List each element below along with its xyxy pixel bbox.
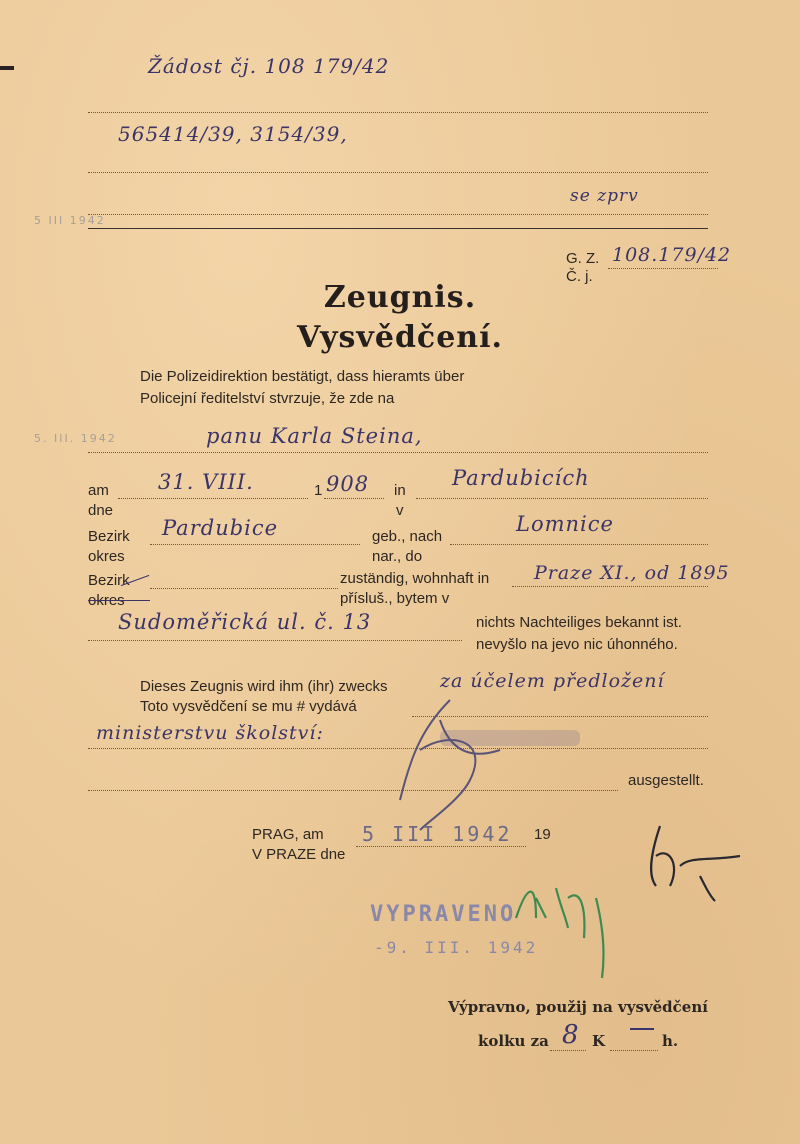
birth-year: 908	[326, 472, 370, 496]
label-v: v	[396, 502, 404, 519]
label-bezirk-2: Bezirk	[88, 572, 130, 589]
prague-date-german: PRAG, am	[252, 826, 324, 843]
dispatched-date: -9. III. 1942	[374, 938, 539, 957]
scribble-signature	[380, 690, 510, 840]
issued-label: ausgestellt.	[628, 772, 704, 789]
edge-mark	[0, 66, 14, 70]
title-czech: Vysvědčení.	[297, 320, 503, 355]
dispatched-stamp: VYPRAVENO	[370, 902, 517, 927]
century-label: 19	[534, 826, 551, 843]
header-line-3	[88, 214, 708, 215]
request-reference: Žádost čj. 108 179/42	[148, 54, 390, 78]
label-in: in	[394, 482, 406, 499]
nothing-german: nichts Nachteiliges bekannt ist.	[476, 614, 682, 631]
handwritten-note: se zprv	[570, 186, 639, 206]
birth-date-line	[118, 498, 308, 499]
fee-amount: 8	[562, 1020, 580, 1050]
faint-intro-stamp: 5. III. 1942	[34, 432, 117, 445]
label-prislus: přísluš., bytem v	[340, 590, 450, 607]
street-address: Sudoměřická ul. č. 13	[118, 610, 372, 634]
year-prefix: 1	[314, 482, 323, 499]
nothing-czech: nevyšlo na jevo nic úhonného.	[476, 636, 678, 653]
crowns-label: K	[592, 1032, 606, 1050]
cj-label: Č. j.	[566, 268, 593, 285]
gz-line	[608, 268, 718, 269]
file-references: 565414/39, 3154/39,	[118, 122, 348, 146]
birth-place: Pardubicích	[452, 466, 590, 490]
intro-czech: Policejní ředitelství stvrzuje, že zde na	[140, 390, 395, 407]
header-line-2	[88, 172, 708, 173]
faint-header-stamp: 5 III 1942	[34, 214, 106, 227]
date-stamp: 5 III 1942	[362, 822, 513, 846]
district-line	[150, 544, 360, 545]
label-dne: dne	[88, 502, 114, 519]
fee-label: kolku za	[478, 1032, 549, 1050]
birth-year-line	[324, 498, 384, 499]
label-okres: okres	[88, 548, 125, 565]
label-okres-2: okres	[88, 592, 125, 609]
recipient-name: panu Karla Steina,	[206, 424, 423, 448]
origin-line	[450, 544, 708, 545]
name-line	[88, 452, 708, 453]
label-am: am	[88, 482, 109, 499]
purpose-german: Dieses Zeugnis wird ihm (ihr) zwecks	[140, 678, 388, 695]
residence-district-line	[150, 588, 338, 589]
gz-number: 108.179/42	[612, 244, 732, 266]
header-rule	[88, 228, 708, 229]
purpose-line-3	[88, 790, 618, 791]
fee-line-h	[610, 1050, 658, 1051]
address-line	[88, 640, 462, 641]
residence-since-line	[512, 586, 708, 587]
birth-district: Pardubice	[162, 516, 279, 540]
label-geb: geb., nach	[372, 528, 443, 545]
date-line	[356, 846, 526, 847]
header-line-1	[88, 112, 708, 113]
residence-since: Praze XI., od 1895	[534, 562, 730, 584]
prague-date-czech: V PRAZE dne	[252, 846, 346, 863]
purpose-czech: Toto vysvědčení se mu # vydává	[140, 698, 357, 715]
intro-german: Die Polizeidirektion bestätigt, dass hieramts über	[140, 368, 465, 385]
origin-place: Lomnice	[516, 512, 614, 536]
stamp-instruction: Výpravno, použij na vysvědčení	[448, 998, 708, 1016]
purpose-handwritten-1: za účelem předložení	[440, 670, 665, 692]
birth-date: 31. VIII.	[158, 470, 254, 494]
birth-place-line	[416, 498, 708, 499]
strike-okres	[88, 600, 150, 601]
label-zustandig: zuständig, wohnhaft in	[340, 570, 490, 587]
official-signature	[640, 816, 750, 906]
fee-dash	[630, 1028, 654, 1030]
purpose-handwritten-2: ministerstvu školství:	[96, 722, 324, 744]
title-german: Zeugnis.	[323, 280, 477, 315]
label-nar: nar., do	[372, 548, 423, 565]
fee-line-k	[550, 1050, 586, 1051]
green-signature	[506, 858, 626, 988]
gz-label: G. Z.	[566, 250, 600, 267]
label-bezirk: Bezirk	[88, 528, 130, 545]
heller-label: h.	[662, 1032, 679, 1050]
